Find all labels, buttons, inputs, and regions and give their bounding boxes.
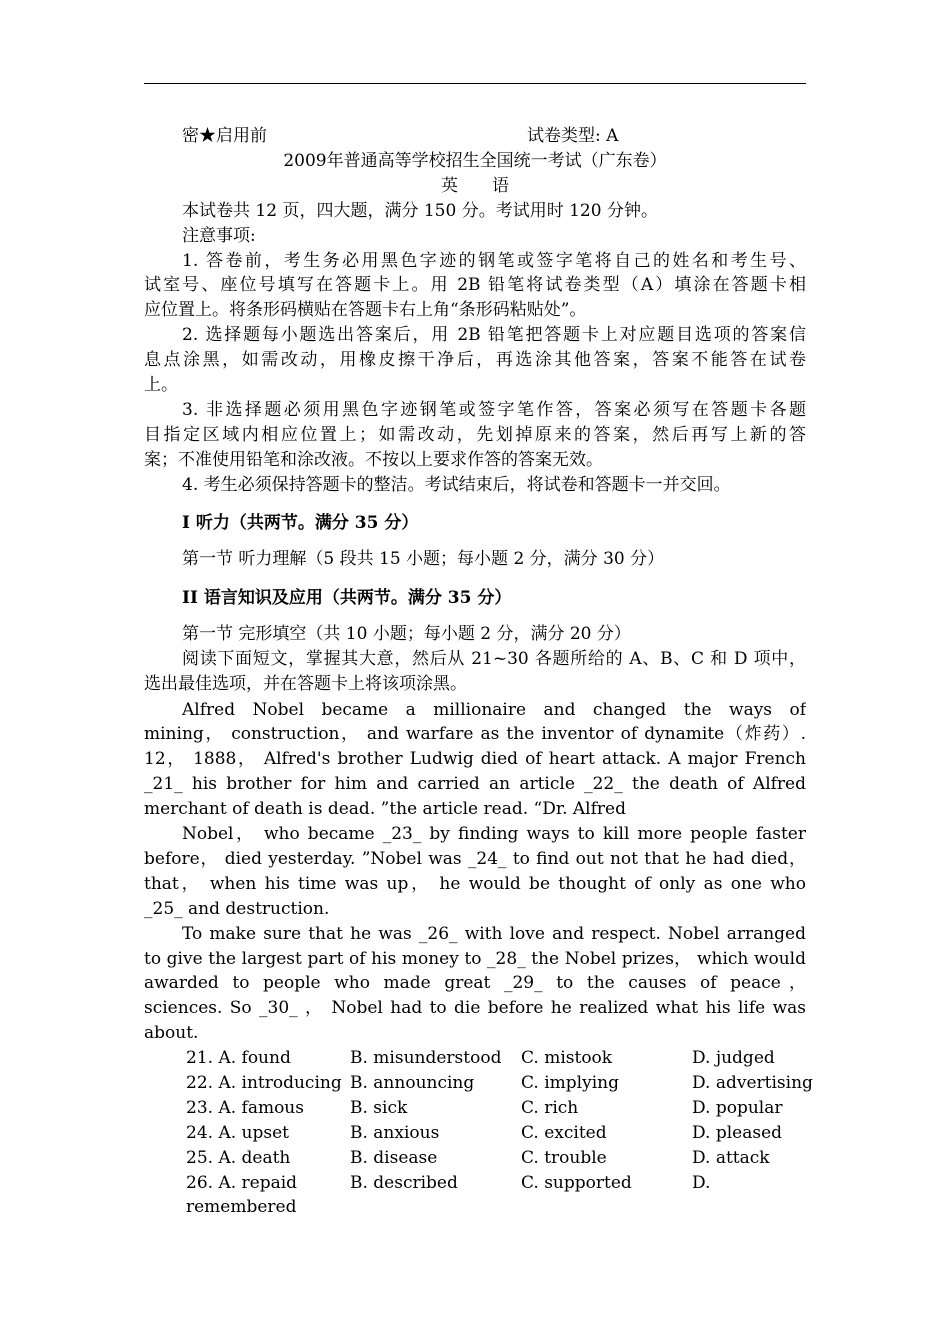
option-24-a: 24. A. upset xyxy=(186,1123,289,1143)
notice-line: 上。 xyxy=(144,375,178,395)
option-23-b: B. sick xyxy=(350,1098,408,1118)
passage-line: To make sure that he was _26_ with love and respect. Nobel arranged xyxy=(182,924,806,944)
notice-line: 1. 答卷前，考生务必用黑色字迹的钢笔或签字笔将自己的姓名和考生号、 xyxy=(182,251,806,271)
instruction-line: 阅读下面短文，掌握其大意，然后从 21~30 各题所给的 A、B、C 和 D 项中， xyxy=(182,649,806,669)
notice-line: 案；不准使用铅笔和涂改液。不按以上要求作答的答案无效。 xyxy=(144,450,603,470)
option-21-c: C. mistook xyxy=(521,1048,613,1068)
option-25-a: 25. A. death xyxy=(186,1148,291,1168)
option-23-a: 23. A. famous xyxy=(186,1098,304,1118)
part1-section1: 第一节 听力理解（5 段共 15 小题；每小题 2 分，满分 30 分） xyxy=(182,549,665,569)
intro: 本试卷共 12 页，四大题，满分 150 分。考试用时 120 分钟。 xyxy=(182,201,658,221)
notice-line: 3. 非选择题必须用黑色字迹钢笔或签字笔作答，答案必须写在答题卡各题 xyxy=(182,400,806,420)
passage-line: mining， construction， and warfare as the inventor of dynamite（炸药）. xyxy=(144,724,806,744)
option-22-c: C. implying xyxy=(521,1073,619,1093)
option-22-d: D. advertising xyxy=(692,1073,813,1093)
notice-line: 目指定区域内相应位置上；如需改动，先划掉原来的答案，然后再写上新的答 xyxy=(144,425,806,445)
notice-line: 2. 选择题每小题选出答案后，用 2B 铅笔把答题卡上对应题目选项的答案信 xyxy=(182,325,806,345)
option-23-c: C. rich xyxy=(521,1098,579,1118)
option-23-d: D. popular xyxy=(692,1098,783,1118)
part2-section1: 第一节 完形填空（共 10 小题；每小题 2 分，满分 20 分） xyxy=(182,624,631,644)
passage-line: before， died yesterday. ”Nobel was _24_ to find out not that he had died， xyxy=(144,849,806,869)
exam-title: 2009年普通高等学校招生全国统一考试（广东卷） xyxy=(283,151,667,171)
option-26-d: D. xyxy=(692,1173,711,1193)
option-25-b: B. disease xyxy=(350,1148,438,1168)
option-25-d: D. attack xyxy=(692,1148,770,1168)
passage-line: awarded to people who made great _29_ to the causes of peace， xyxy=(144,973,806,993)
passage-line: to give the largest part of his money to _28_ the Nobel prizes， which would xyxy=(144,949,806,969)
part2-title: II 语言知识及应用（共两节。满分 35 分） xyxy=(182,588,512,608)
notice-line: 应位置上。将条形码横贴在答题卡右上角“条形码粘贴处”。 xyxy=(144,300,587,320)
notice-line: 息点涂黑，如需改动，用橡皮擦干净后，再选涂其他答案，答案不能答在试卷 xyxy=(144,350,806,370)
notice-line: 4. 考生必须保持答题卡的整洁。考试结束后，将试卷和答题卡一并交回。 xyxy=(182,475,731,495)
notice-title: 注意事项: xyxy=(182,226,256,246)
option-24-c: C. excited xyxy=(521,1123,607,1143)
passage-line: Nobel， who became _23_ by finding ways to kill more people faster xyxy=(182,824,806,844)
option-26-b: B. described xyxy=(350,1173,458,1193)
passage-line: sciences. So _30_ ， Nobel had to die before he realized what his life was xyxy=(144,998,806,1018)
passage-line: _25_ and destruction. xyxy=(144,899,330,919)
header-rule xyxy=(144,83,806,84)
passage-line: merchant of death is dead. ”the article read. “Dr. Alfred xyxy=(144,799,626,819)
secret-label: 密★启用前 xyxy=(182,126,267,146)
passage-line: that， when his time was up， he would be thought of only as one who xyxy=(144,874,806,894)
option-21-a: 21. A. found xyxy=(186,1048,291,1068)
option-21-b: B. misunderstood xyxy=(350,1048,502,1068)
option-26-a: 26. A. repaid xyxy=(186,1173,298,1193)
paper-type: 试卷类型: A xyxy=(527,126,619,146)
option-22-b: B. announcing xyxy=(350,1073,475,1093)
passage-line: _21_ his brother for him and carried an article _22_ the death of Alfred xyxy=(144,774,806,794)
option-26-d-overflow: remembered xyxy=(186,1197,297,1217)
option-24-d: D. pleased xyxy=(692,1123,783,1143)
passage-line: about. xyxy=(144,1023,199,1043)
instruction-line: 选出最佳选项，并在答题卡上将该项涂黑。 xyxy=(144,674,467,694)
part1-title: I 听力（共两节。满分 35 分） xyxy=(182,513,419,533)
option-22-a: 22. A. introducing xyxy=(186,1073,342,1093)
subject-title: 英 语 xyxy=(441,176,509,196)
passage-line: Alfred Nobel became a millionaire and changed the ways of xyxy=(182,700,806,720)
option-26-c: C. supported xyxy=(521,1173,632,1193)
option-21-d: D. judged xyxy=(692,1048,775,1068)
option-24-b: B. anxious xyxy=(350,1123,440,1143)
passage-line: 12， 1888， Alfred's brother Ludwig died of heart attack. A major French xyxy=(144,749,806,769)
notice-line: 试室号、座位号填写在答题卡上。用 2B 铅笔将试卷类型（A）填涂在答题卡相 xyxy=(144,275,806,295)
option-25-c: C. trouble xyxy=(521,1148,607,1168)
